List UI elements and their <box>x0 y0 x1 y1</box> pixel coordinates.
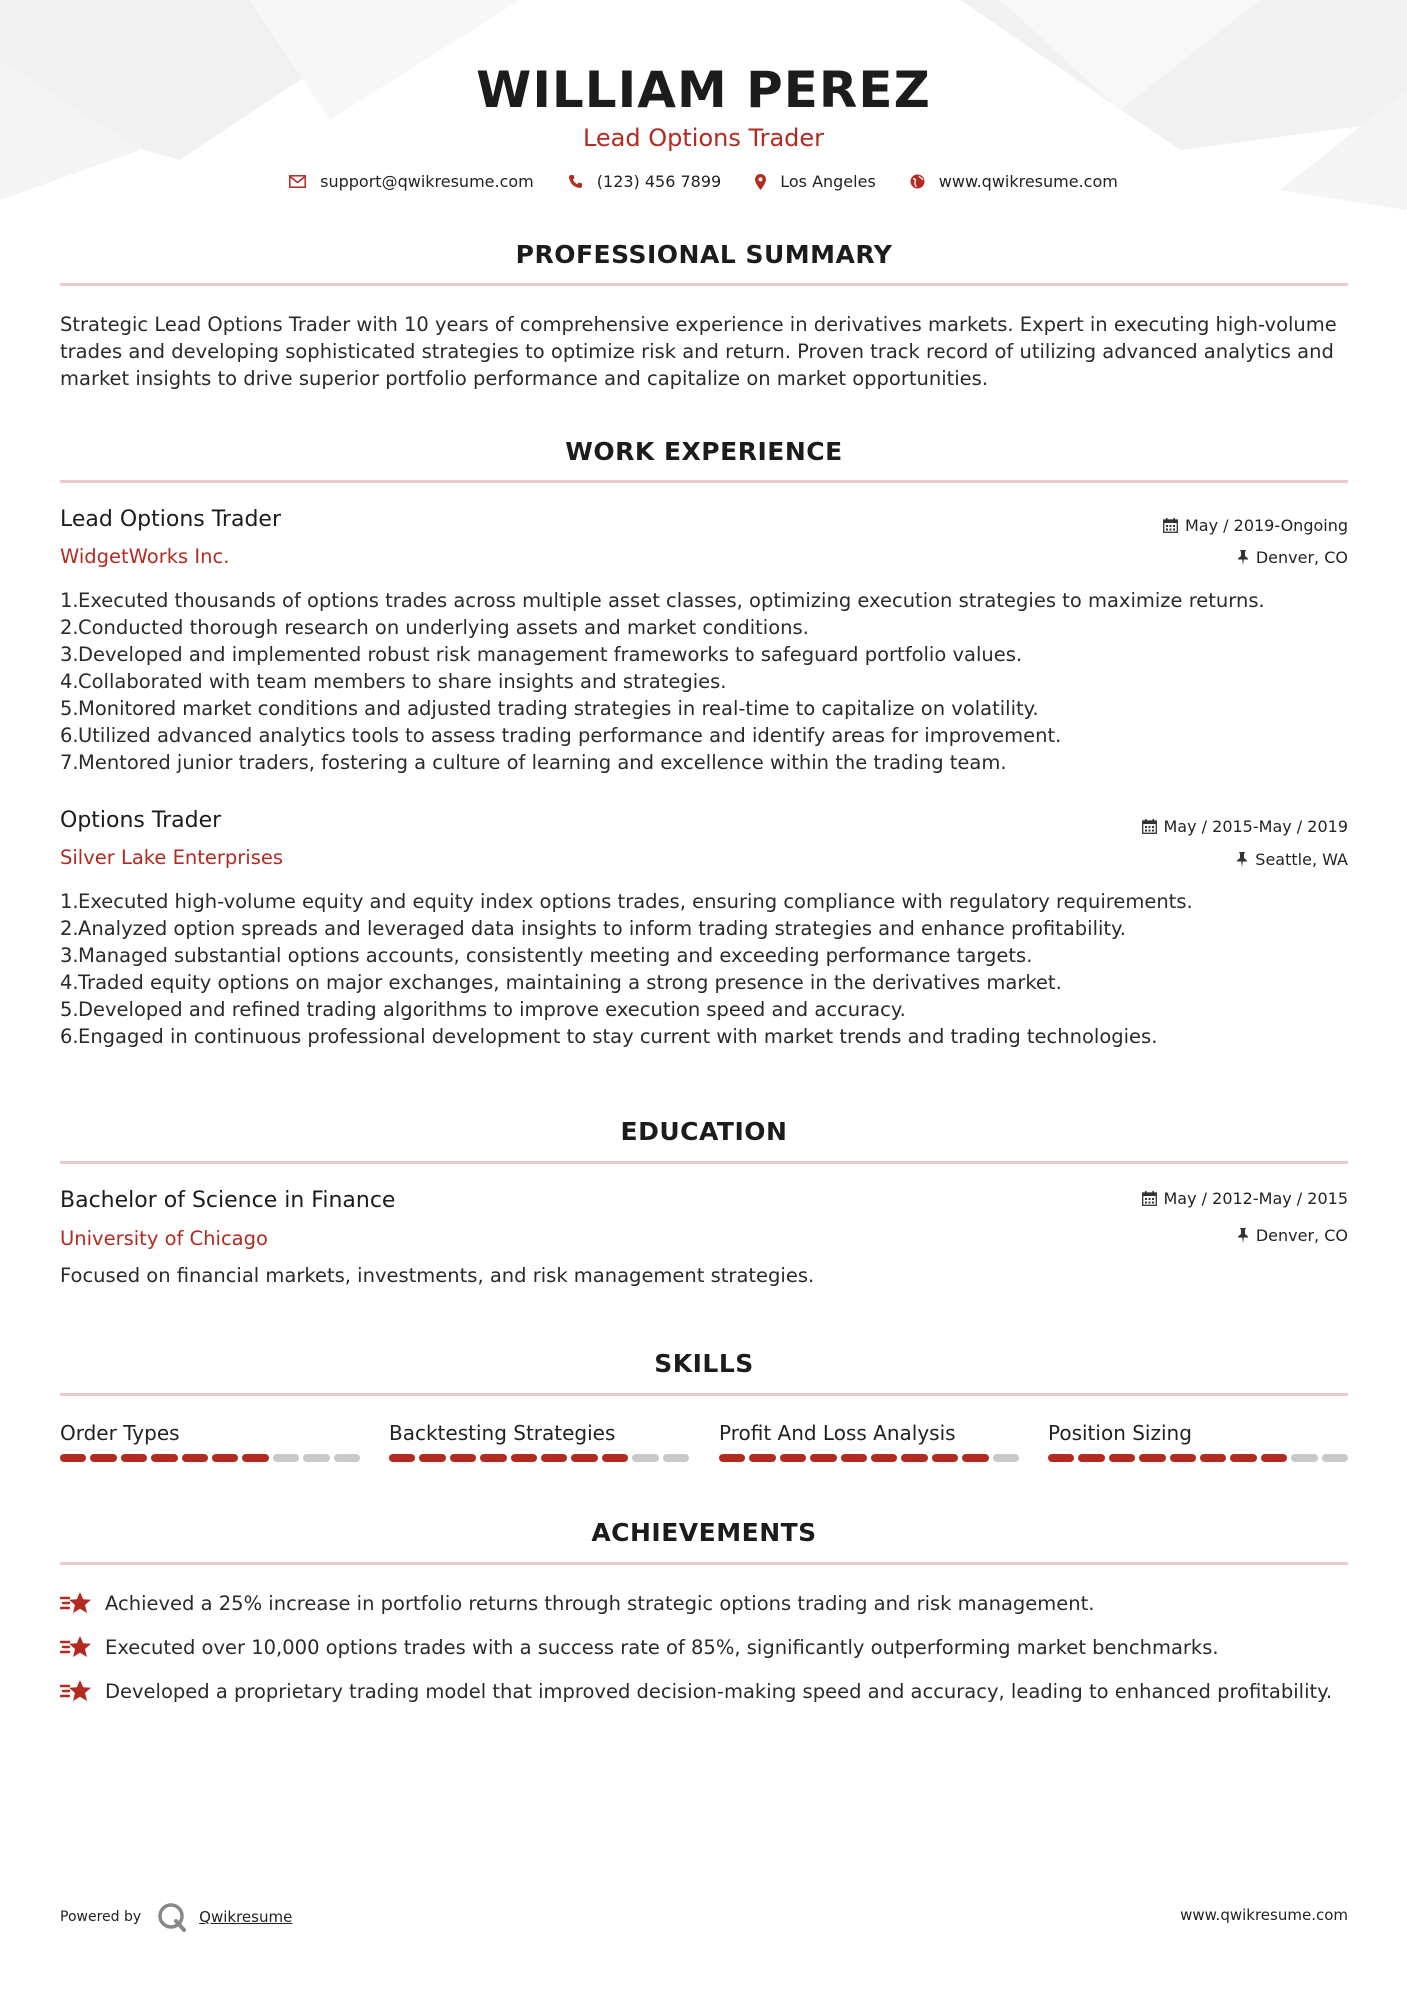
star-badge-icon <box>60 1634 93 1660</box>
skill-level-segment <box>1139 1454 1165 1462</box>
list-item: 3. Managed substantial options accounts, consistently meeting and exceeding performance targets. <box>60 944 1033 967</box>
skill-level-segment <box>1170 1454 1196 1462</box>
skill-level-segment <box>571 1454 597 1462</box>
skill-level-segment <box>602 1454 628 1462</box>
list-item: 4. Collaborated with team members to share insights and strategies. <box>60 670 727 693</box>
skill-level-segment <box>511 1454 537 1462</box>
skill-level-segment <box>993 1454 1019 1462</box>
contact-phone[interactable] <box>568 172 721 191</box>
pushpin-icon <box>1236 852 1248 867</box>
calendar-icon <box>1142 819 1157 834</box>
summary-heading: PROFESSIONAL SUMMARY <box>515 240 893 269</box>
skill-level-segment <box>1109 1454 1135 1462</box>
summary-divider <box>60 283 1348 286</box>
skill-level-segment <box>719 1454 745 1462</box>
star-badge-icon <box>60 1590 93 1616</box>
skill-level-segment <box>1200 1454 1226 1462</box>
achievement-item <box>60 1634 1348 1660</box>
achievement-item <box>60 1678 1348 1704</box>
skill-level-segment <box>932 1454 958 1462</box>
list-item: 1. Executed high-volume equity and equity index options trades, ensuring compliance with regulatory requirements. <box>60 890 1193 913</box>
job-dates <box>1142 817 1349 836</box>
skill-level-segment <box>541 1454 567 1462</box>
list-item: 7. Mentored junior traders, fostering a culture of learning and excellence within the trading team. <box>60 751 1007 774</box>
job-company: Silver Lake Enterprises <box>60 846 284 869</box>
skill-level-segment <box>480 1454 506 1462</box>
skill-level-segment <box>151 1454 177 1462</box>
skill-level-bar <box>60 1454 360 1462</box>
education-dates-text: May / 2012-May / 2015 <box>1163 1189 1348 1208</box>
list-item: 2. Conducted thorough research on underlying assets and market conditions. <box>60 616 809 639</box>
job-duties-list <box>60 587 1348 776</box>
list-item: 2. Analyzed option spreads and leveraged data insights to inform trading strategies and enhance profitability. <box>60 917 1127 940</box>
job-dates-text: May / 2019-Ongoing <box>1185 516 1348 535</box>
skill-name: Profit And Loss Analysis <box>719 1421 956 1445</box>
skills-divider <box>60 1393 1348 1396</box>
job-location-text: Denver, CO <box>1255 548 1348 567</box>
skill-level-segment <box>962 1454 988 1462</box>
skill-level-segment <box>780 1454 806 1462</box>
skill-level-segment <box>450 1454 476 1462</box>
star-badge-icon <box>60 1678 93 1704</box>
education-heading: EDUCATION <box>620 1117 788 1146</box>
skill-name: Order Types <box>60 1421 180 1445</box>
pushpin-icon <box>1237 1228 1249 1243</box>
skills-heading: SKILLS <box>654 1349 754 1378</box>
job-dates-text: May / 2015-May / 2019 <box>1163 817 1348 836</box>
skill-level-bar <box>389 1454 689 1462</box>
qwikresume-logo-icon <box>157 1902 187 1932</box>
list-item: 6. Engaged in continuous professional development to stay current with market trends and trading technologies. <box>60 1025 1158 1048</box>
contact-location <box>755 172 876 191</box>
envelope-icon <box>289 175 306 188</box>
footer-powered-by <box>60 1902 292 1932</box>
job-dates <box>1163 516 1348 535</box>
skill-name: Position Sizing <box>1048 1421 1192 1445</box>
list-item: 4. Traded equity options on major exchanges, maintaining a strong presence in the derivatives market. <box>60 971 1062 994</box>
list-item: 3. Developed and implemented robust risk management frameworks to safeguard portfolio values. <box>60 643 1023 666</box>
qwikresume-link[interactable]: Qwikresume <box>199 1908 293 1926</box>
skill-level-segment <box>871 1454 897 1462</box>
calendar-icon <box>1142 1191 1157 1206</box>
skill-name: Backtesting Strategies <box>389 1421 616 1445</box>
job-duties-list <box>60 888 1348 1050</box>
skill-level-segment <box>303 1454 329 1462</box>
skill-level-segment <box>632 1454 658 1462</box>
skill-level-segment <box>1291 1454 1317 1462</box>
skill-level-segment <box>663 1454 689 1462</box>
skill-level-bar <box>719 1454 1019 1462</box>
summary-text: Strategic Lead Options Trader with 10 years of comprehensive experience in derivatives markets. Expert in executing high-volume trades and developing sophisticated strategies to optimize risk and return. Proven track record of utilizing advanced analytics and market insights to drive superior portfolio performance and capitalize on market opportunities. <box>60 313 1337 390</box>
calendar-icon <box>1163 518 1178 533</box>
skill-level-segment <box>1322 1454 1348 1462</box>
skill-item <box>719 1420 1019 1462</box>
achievements-heading: ACHIEVEMENTS <box>591 1518 817 1547</box>
skill-level-segment <box>60 1454 86 1462</box>
skill-level-segment <box>1261 1454 1287 1462</box>
skill-level-segment <box>749 1454 775 1462</box>
achievement-text: Executed over 10,000 options trades with a success rate of 85%, significantly outperforming market benchmarks. <box>105 1635 1219 1659</box>
contact-bar <box>0 172 1407 191</box>
contact-location-text: Los Angeles <box>780 172 876 191</box>
map-marker-icon <box>755 174 766 190</box>
list-item: 6. Utilized advanced analytics tools to assess trading performance and identify areas for improvement. <box>60 724 1062 747</box>
skill-level-segment <box>90 1454 116 1462</box>
achievement-item <box>60 1590 1348 1616</box>
skill-level-segment <box>334 1454 360 1462</box>
skill-level-segment <box>841 1454 867 1462</box>
skill-level-bar <box>1048 1454 1348 1462</box>
degree-title: Bachelor of Science in Finance <box>60 1188 396 1213</box>
job-location <box>1236 850 1348 869</box>
powered-by-label: Powered by <box>60 1909 142 1925</box>
list-item: 5. Developed and refined trading algorithms to improve execution speed and accuracy. <box>60 998 906 1021</box>
skill-level-segment <box>182 1454 208 1462</box>
skill-level-segment <box>1048 1454 1074 1462</box>
globe-icon <box>910 174 925 189</box>
skill-level-segment <box>242 1454 268 1462</box>
achievements-divider <box>60 1562 1348 1565</box>
skill-level-segment <box>121 1454 147 1462</box>
skill-level-segment <box>389 1454 415 1462</box>
job-title: Lead Options Trader <box>60 507 281 532</box>
experience-heading: WORK EXPERIENCE <box>565 437 843 466</box>
contact-email-text: support@qwikresume.com <box>320 172 534 191</box>
experience-divider <box>60 480 1348 483</box>
education-dates <box>1142 1189 1349 1208</box>
contact-phone-text: (123) 456 7899 <box>596 172 722 191</box>
education-divider <box>60 1161 1348 1164</box>
pushpin-icon <box>1237 550 1249 565</box>
footer-website-link[interactable]: www.qwikresume.com <box>1180 1906 1348 1924</box>
skill-level-segment <box>273 1454 299 1462</box>
skill-item <box>60 1420 360 1462</box>
list-item: 5. Monitored market conditions and adjusted trading strategies in real-time to capitalize on volatility. <box>60 697 1039 720</box>
job-title: Options Trader <box>60 808 222 833</box>
achievement-text: Developed a proprietary trading model that improved decision-making speed and accuracy, leading to enhanced profitability. <box>105 1679 1333 1703</box>
candidate-name: WILLIAM PEREZ <box>476 61 931 119</box>
education-location <box>1237 1226 1348 1245</box>
resume-header <box>0 58 1407 154</box>
contact-email[interactable] <box>289 172 534 191</box>
job-location <box>1237 548 1348 567</box>
skill-level-segment <box>901 1454 927 1462</box>
skill-level-segment <box>212 1454 238 1462</box>
phone-icon <box>568 174 583 189</box>
school-name: University of Chicago <box>60 1227 268 1250</box>
list-item: 1. Executed thousands of options trades across multiple asset classes, optimizing execution strategies to maximize returns. <box>60 589 1265 612</box>
education-description: Focused on financial markets, investments, and risk management strategies. <box>60 1264 815 1287</box>
contact-website[interactable] <box>910 172 1118 191</box>
candidate-title: Lead Options Trader <box>582 124 825 152</box>
education-location-text: Denver, CO <box>1255 1226 1348 1245</box>
skill-level-segment <box>419 1454 445 1462</box>
job-company: WidgetWorks Inc. <box>60 545 230 568</box>
skill-item <box>389 1420 689 1462</box>
contact-website-text: www.qwikresume.com <box>938 172 1118 191</box>
job-location-text: Seattle, WA <box>1255 850 1348 869</box>
skill-item <box>1048 1420 1348 1462</box>
skill-level-segment <box>1230 1454 1256 1462</box>
skill-level-segment <box>810 1454 836 1462</box>
skill-level-segment <box>1078 1454 1104 1462</box>
achievement-text: Achieved a 25% increase in portfolio returns through strategic options trading and risk management. <box>105 1591 1095 1615</box>
